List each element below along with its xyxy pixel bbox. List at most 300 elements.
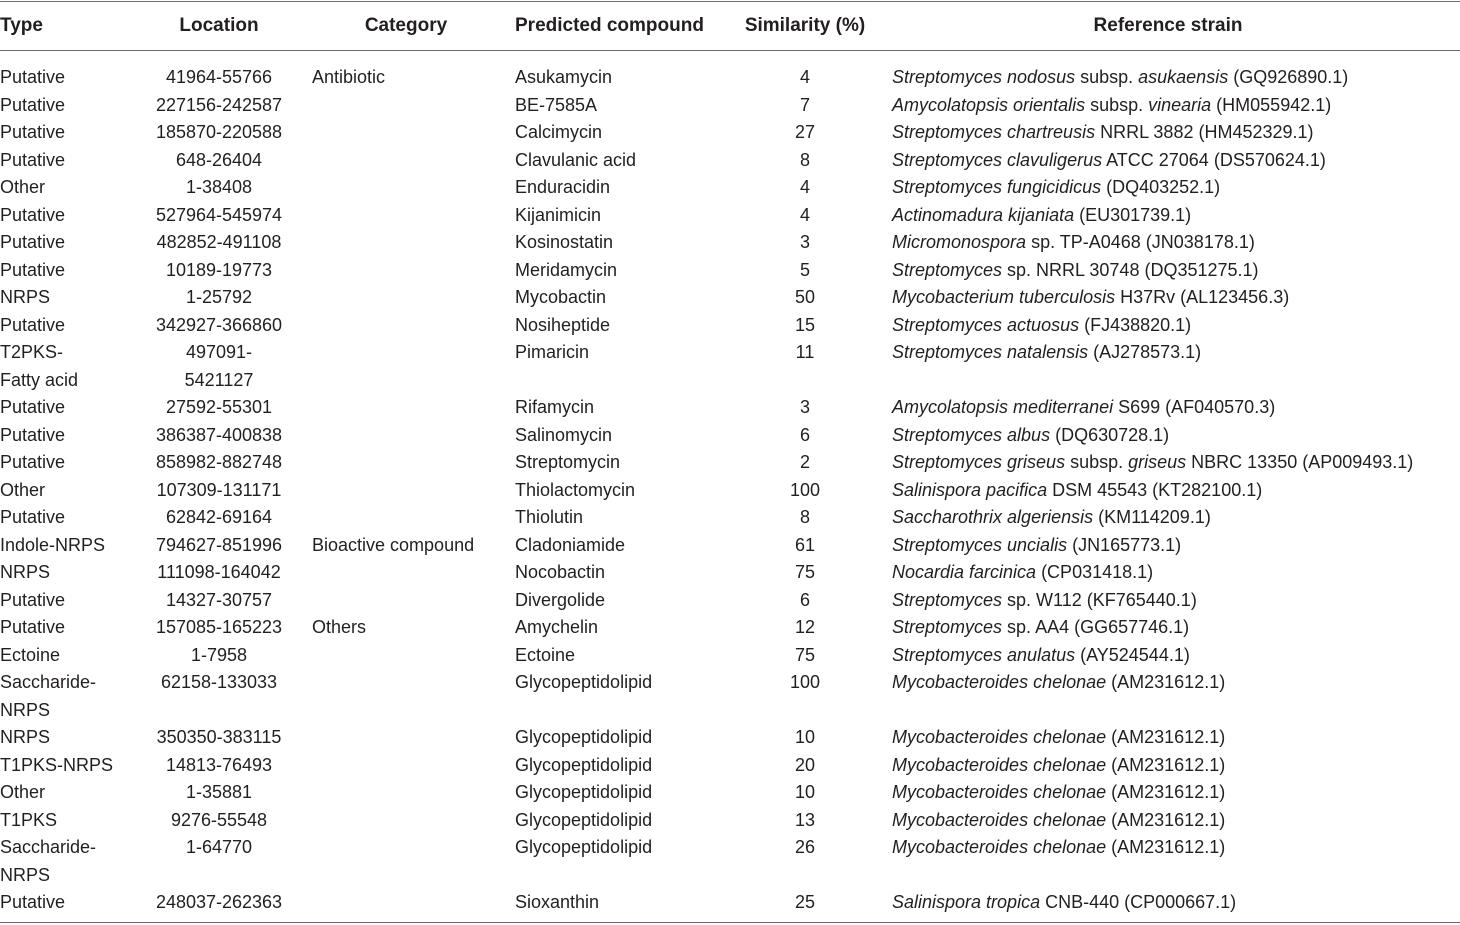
cell-similarity: 61 [794, 534, 816, 555]
cell-reference [876, 752, 1460, 780]
cell-compound: Sioxanthin [515, 892, 600, 912]
cell-type [0, 422, 134, 450]
cell-category [304, 669, 508, 724]
cell-location [134, 532, 304, 560]
cell-type-line: Putative [0, 259, 66, 280]
cell-compound: Asukamycin [515, 67, 613, 87]
cell-location-line: 27592-55301 [165, 397, 273, 417]
strain-detail: (AM231612.1) [1106, 837, 1226, 857]
cell-reference [876, 807, 1460, 835]
strain-detail: (GQ926890.1) [1228, 67, 1349, 87]
cell-location [134, 889, 304, 917]
table-row [0, 834, 1460, 889]
cell-type-line: Putative [0, 452, 66, 472]
cell-compound: Salinomycin [515, 424, 613, 445]
cell-location [134, 752, 304, 780]
strain-detail: (DQ403252.1) [1101, 177, 1221, 197]
cell-reference [876, 477, 1460, 505]
cell-location [134, 284, 304, 312]
cell-similarity: 8 [799, 507, 810, 527]
cell-type-line: Putative [0, 424, 66, 445]
cell-reference [876, 642, 1460, 670]
species-name: Micromonospora [892, 232, 1027, 252]
table-row [0, 284, 1460, 312]
cell-reference [876, 147, 1460, 175]
cell-location-line: 157085-165223 [155, 617, 283, 637]
cell-location [134, 834, 304, 889]
species-name: Mycobacteroides chelonae [892, 837, 1107, 857]
cell-type-line: Other [0, 782, 46, 802]
strain-detail: sp. W112 (KF765440.1) [1002, 589, 1197, 610]
cell-type-line: Putative [0, 232, 66, 252]
table-row [0, 394, 1460, 422]
strain-detail: DSM 45543 (KT282100.1) [1047, 479, 1263, 500]
cell-similarity: 50 [794, 287, 816, 307]
cell-location [134, 779, 304, 807]
header-type: Type [0, 14, 43, 36]
cell-type-line: Other [0, 479, 46, 500]
cell-type [0, 477, 134, 505]
species-name: Mycobacteroides chelonae [892, 782, 1107, 802]
cell-reference [876, 422, 1460, 450]
cell-type-line: Putative [0, 67, 66, 87]
cell-type-line: Putative [0, 397, 66, 417]
cell-location-line: 10189-19773 [165, 259, 273, 280]
strain-detail: sp. AA4 (GG657746.1) [1002, 617, 1190, 637]
cell-compound: Ectoine [515, 644, 576, 665]
cell-type-line: T2PKS- [0, 342, 64, 362]
cell-type [0, 339, 134, 394]
strain-detail: (HM055942.1) [1211, 94, 1332, 115]
table-row [0, 51, 1460, 92]
cell-reference [876, 174, 1460, 202]
cell-type-line: Putative [0, 892, 66, 912]
species-name: Nocardia farcinica [892, 562, 1037, 582]
cell-category [304, 779, 508, 807]
cell-location [134, 587, 304, 615]
table-row [0, 202, 1460, 230]
strain-detail: (JN165773.1) [1067, 534, 1182, 555]
cell-category [304, 587, 508, 615]
cell-location [134, 477, 304, 505]
cell-compound: Nocobactin [515, 562, 606, 582]
species-name: Streptomyces clavuligerus [892, 149, 1103, 170]
cell-reference [876, 119, 1460, 147]
cell-type [0, 504, 134, 532]
cell-reference [876, 257, 1460, 285]
strain-detail: ATCC 27064 (DS570624.1) [1102, 149, 1326, 170]
cell-type-line: NRPS [0, 864, 51, 885]
cell-type [0, 394, 134, 422]
cell-type [0, 669, 134, 724]
cell-compound: Nosiheptide [515, 314, 611, 335]
cell-similarity: 26 [794, 837, 816, 857]
cell-type-line: Other [0, 177, 46, 197]
table-row [0, 422, 1460, 450]
cell-category: Others [312, 617, 367, 637]
cell-similarity: 11 [795, 342, 815, 362]
table-row [0, 752, 1460, 780]
header-reference: Reference strain [1093, 14, 1243, 36]
cell-compound: Pimaricin [515, 342, 590, 362]
cell-reference [876, 532, 1460, 560]
cell-type [0, 559, 134, 587]
cell-similarity: 15 [794, 314, 816, 335]
table-row [0, 449, 1460, 477]
cell-location-line: 1-25792 [185, 287, 253, 307]
cell-type-line: Putative [0, 149, 66, 170]
table-row [0, 889, 1460, 917]
cell-type-line: Putative [0, 94, 66, 115]
cell-similarity: 75 [794, 644, 816, 665]
cell-type [0, 642, 134, 670]
strain-detail: (CP031418.1) [1036, 562, 1154, 582]
cell-type-line: Putative [0, 122, 66, 142]
strain-detail: (AJ278573.1) [1088, 342, 1202, 362]
cell-compound: Glycopeptidolipid [515, 782, 653, 802]
cell-compound: Kijanimicin [515, 204, 602, 225]
species-name: Streptomyces chartreusis [892, 122, 1096, 142]
cell-category [304, 449, 508, 477]
cell-type [0, 834, 134, 889]
cell-category [304, 147, 508, 175]
table-row [0, 532, 1460, 560]
species-name: Mycobacteroides chelonae [892, 754, 1107, 775]
cell-similarity: 10 [794, 727, 816, 747]
cell-similarity: 4 [799, 177, 810, 197]
species-name: Streptomyces albus [892, 424, 1051, 445]
cell-location-line: 1-38408 [185, 177, 253, 197]
cell-similarity: 5 [799, 259, 810, 280]
cell-compound: Clavulanic acid [515, 149, 637, 170]
cell-location [134, 92, 304, 120]
strain-detail: subsp. [1085, 94, 1149, 115]
cell-location [134, 422, 304, 450]
species-name: Amycolatopsis orientalis [892, 94, 1086, 115]
cell-similarity: 75 [794, 562, 816, 582]
cell-type-line: Putative [0, 617, 66, 637]
cell-location-line: 14813-76493 [165, 754, 273, 775]
cell-location [134, 174, 304, 202]
cell-location-line: 497091- [185, 342, 253, 362]
header-location: Location [179, 14, 259, 36]
cell-reference [876, 51, 1460, 92]
species-name: Streptomyces [892, 617, 1003, 637]
cell-location-line: 185870-220588 [155, 122, 283, 142]
cell-type [0, 51, 134, 92]
strain-detail: NBRC 13350 (AP009493.1) [1186, 452, 1414, 472]
strain-detail: (DQ630728.1) [1050, 424, 1170, 445]
cell-type-line: T1PKS [0, 809, 58, 830]
cell-location-line: 350350-383115 [156, 727, 282, 747]
cell-type [0, 587, 134, 615]
table-row [0, 257, 1460, 285]
cell-type-line: Fatty acid [0, 369, 79, 390]
cell-type [0, 202, 134, 230]
cell-compound: Calcimycin [515, 122, 603, 142]
strain-detail: (EU301739.1) [1074, 204, 1192, 225]
cell-type-line: Indole-NRPS [0, 534, 106, 555]
cell-compound: Kosinostatin [515, 232, 614, 252]
cell-location [134, 257, 304, 285]
cell-type-line: NRPS [0, 727, 51, 747]
species-name: Mycobacteroides chelonae [892, 809, 1107, 830]
cell-type [0, 92, 134, 120]
cell-category [304, 284, 508, 312]
strain-detail: subsp. [1065, 452, 1129, 472]
cell-type-line: Putative [0, 204, 66, 225]
species-name: Streptomyces actuosus [892, 314, 1080, 335]
cell-similarity: 12 [794, 617, 816, 637]
cell-location-line: 248037-262363 [155, 892, 283, 912]
strain-detail: (AM231612.1) [1106, 782, 1226, 802]
cell-compound: Thiolactomycin [515, 479, 636, 500]
cell-type-line: Putative [0, 314, 66, 335]
cell-category [304, 477, 508, 505]
cell-similarity: 4 [799, 204, 810, 225]
cell-location-line: 111098-164042 [157, 562, 281, 582]
cell-similarity: 6 [799, 424, 810, 445]
cell-location [134, 669, 304, 724]
cell-similarity: 6 [799, 589, 810, 610]
table-row [0, 642, 1460, 670]
cell-category [304, 642, 508, 670]
cell-category [304, 807, 508, 835]
cell-type-line: Ectoine [0, 644, 61, 665]
cell-location [134, 504, 304, 532]
cell-location [134, 394, 304, 422]
cell-similarity: 20 [794, 754, 816, 775]
species-name: Salinispora tropica [892, 892, 1041, 912]
cell-location-line: 107309-131171 [156, 479, 282, 500]
cell-reference [876, 229, 1460, 257]
species-name: Streptomyces natalensis [892, 342, 1089, 362]
strain-detail: subsp. [1075, 67, 1139, 87]
cell-category [304, 119, 508, 147]
cell-location [134, 449, 304, 477]
strain-detail: sp. TP-A0468 (JN038178.1) [1026, 232, 1255, 252]
species-name: Mycobacterium tuberculosis [892, 287, 1116, 307]
cell-type [0, 807, 134, 835]
cell-location [134, 312, 304, 340]
species-name: Streptomyces griseus [892, 452, 1066, 472]
cell-location-line: 386387-400838 [155, 424, 283, 445]
cell-reference [876, 394, 1460, 422]
cell-reference [876, 504, 1460, 532]
species-name: vinearia [1148, 94, 1212, 115]
cell-reference [876, 202, 1460, 230]
cell-category [304, 504, 508, 532]
cell-category [304, 889, 508, 917]
strain-detail: (AM231612.1) [1106, 754, 1226, 775]
cell-reference [876, 614, 1460, 642]
species-name: Mycobacteroides chelonae [892, 727, 1107, 747]
table-row [0, 477, 1460, 505]
cell-type [0, 229, 134, 257]
cell-location-line: 62158-133033 [160, 672, 278, 692]
strain-detail: H37Rv (AL123456.3) [1115, 287, 1290, 307]
cell-reference [876, 889, 1460, 917]
cell-location-line: 1-7958 [190, 644, 248, 665]
cell-reference [876, 587, 1460, 615]
strain-detail: (AY524544.1) [1075, 644, 1190, 665]
cell-similarity: 4 [799, 67, 810, 87]
cell-similarity: 100 [789, 672, 821, 692]
cell-compound: Mycobactin [515, 287, 607, 307]
header-compound: Predicted compound [515, 14, 704, 36]
cell-type-line: Saccharide- [0, 672, 97, 692]
table-row [0, 807, 1460, 835]
cell-category: Bioactive compound [312, 534, 475, 555]
cell-type [0, 284, 134, 312]
cell-category [304, 92, 508, 120]
cell-location-line: 227156-242587 [155, 94, 283, 115]
cell-category [304, 394, 508, 422]
cell-type [0, 174, 134, 202]
table-row [0, 119, 1460, 147]
species-name: Actinomadura kijaniata [892, 204, 1075, 225]
cell-compound: Glycopeptidolipid [515, 672, 653, 692]
cell-compound: Thiolutin [515, 507, 584, 527]
cell-location [134, 51, 304, 92]
cell-type-line: NRPS [0, 287, 51, 307]
cell-location-line: 9276-55548 [170, 809, 268, 830]
table-row [0, 669, 1460, 724]
cell-similarity: 3 [799, 397, 810, 417]
header-row [0, 0, 1460, 51]
species-name: Amycolatopsis mediterranei [892, 397, 1114, 417]
cell-location [134, 339, 304, 394]
cell-compound: Amychelin [515, 617, 599, 637]
cell-similarity: 3 [799, 232, 810, 252]
cell-reference [876, 312, 1460, 340]
cell-category [304, 559, 508, 587]
cell-location-line: 527964-545974 [155, 204, 283, 225]
cell-category [304, 724, 508, 752]
cell-category [304, 229, 508, 257]
cell-compound: Glycopeptidolipid [515, 727, 653, 747]
species-name: Streptomyces nodosus [892, 67, 1076, 87]
cell-type-line: Saccharide- [0, 837, 97, 857]
cell-type [0, 532, 134, 560]
cell-reference [876, 449, 1460, 477]
cell-type [0, 312, 134, 340]
table-body [0, 51, 1460, 917]
cell-location-line: 1-64770 [185, 837, 253, 857]
table-row [0, 174, 1460, 202]
cell-similarity: 2 [799, 452, 810, 472]
cell-location-line: 794627-851996 [155, 534, 283, 555]
cell-type [0, 752, 134, 780]
cell-similarity: 7 [799, 94, 810, 115]
table-row [0, 504, 1460, 532]
cell-type-line: NRPS [0, 562, 51, 582]
cell-category [304, 202, 508, 230]
cell-similarity: 10 [794, 782, 816, 802]
cell-type [0, 779, 134, 807]
cell-category [304, 174, 508, 202]
cell-compound: Glycopeptidolipid [515, 809, 653, 830]
cell-similarity: 8 [799, 149, 810, 170]
cell-location-line: 62842-69164 [165, 507, 273, 527]
table-row [0, 312, 1460, 340]
cell-compound: Enduracidin [515, 177, 611, 197]
cell-location [134, 724, 304, 752]
cell-category [304, 312, 508, 340]
cell-reference [876, 834, 1460, 889]
species-name: Streptomyces fungicidicus [892, 177, 1102, 197]
cell-location-line: 858982-882748 [155, 452, 283, 472]
cell-location-line: 342927-366860 [155, 314, 283, 335]
cell-type-line: Putative [0, 589, 66, 610]
cell-category [304, 257, 508, 285]
species-name: asukaensis [1138, 67, 1229, 87]
cell-type-line: NRPS [0, 699, 51, 720]
cell-compound: Cladoniamide [515, 534, 626, 555]
table-row [0, 587, 1460, 615]
cell-reference [876, 559, 1460, 587]
cell-reference [876, 339, 1460, 394]
cell-reference [876, 724, 1460, 752]
species-name: Streptomyces [892, 589, 1003, 610]
cell-compound: Streptomycin [515, 452, 621, 472]
cell-compound: Divergolide [515, 589, 606, 610]
cell-reference [876, 779, 1460, 807]
table-row [0, 724, 1460, 752]
table-row [0, 92, 1460, 120]
cell-category [304, 339, 508, 394]
species-name: Streptomyces uncialis [892, 534, 1068, 555]
table-row [0, 229, 1460, 257]
cell-location [134, 119, 304, 147]
cell-type [0, 257, 134, 285]
cell-category: Antibiotic [312, 67, 386, 87]
cell-reference [876, 669, 1460, 724]
species-name: Mycobacteroides chelonae [892, 672, 1107, 692]
cell-type [0, 614, 134, 642]
cell-location-line: 1-35881 [185, 782, 253, 802]
species-name: Salinispora pacifica [892, 479, 1048, 500]
cell-similarity: 13 [794, 809, 816, 830]
cell-compound: Rifamycin [515, 397, 595, 417]
cell-reference [876, 284, 1460, 312]
species-name: Saccharothrix algeriensis [892, 507, 1094, 527]
cell-type [0, 119, 134, 147]
cell-similarity: 25 [794, 892, 816, 912]
cell-location [134, 229, 304, 257]
cell-location [134, 642, 304, 670]
species-name: griseus [1128, 452, 1187, 472]
species-name: Streptomyces anulatus [892, 644, 1076, 665]
header-similarity: Similarity (%) [744, 14, 866, 36]
cell-location [134, 559, 304, 587]
cell-location [134, 147, 304, 175]
cell-compound: Meridamycin [515, 259, 618, 280]
cell-location-line: 482852-491108 [156, 232, 282, 252]
cell-type-line: Putative [0, 507, 66, 527]
cell-category [304, 752, 508, 780]
table-bottom-rule [0, 922, 1460, 923]
strain-detail: (AM231612.1) [1106, 727, 1226, 747]
cell-type [0, 724, 134, 752]
table-row [0, 147, 1460, 175]
cell-compound: Glycopeptidolipid [515, 837, 653, 857]
cell-category [304, 422, 508, 450]
table-row [0, 779, 1460, 807]
cell-location-line: 5421127 [184, 369, 254, 390]
cell-category [304, 834, 508, 889]
species-name: Streptomyces [892, 259, 1003, 280]
